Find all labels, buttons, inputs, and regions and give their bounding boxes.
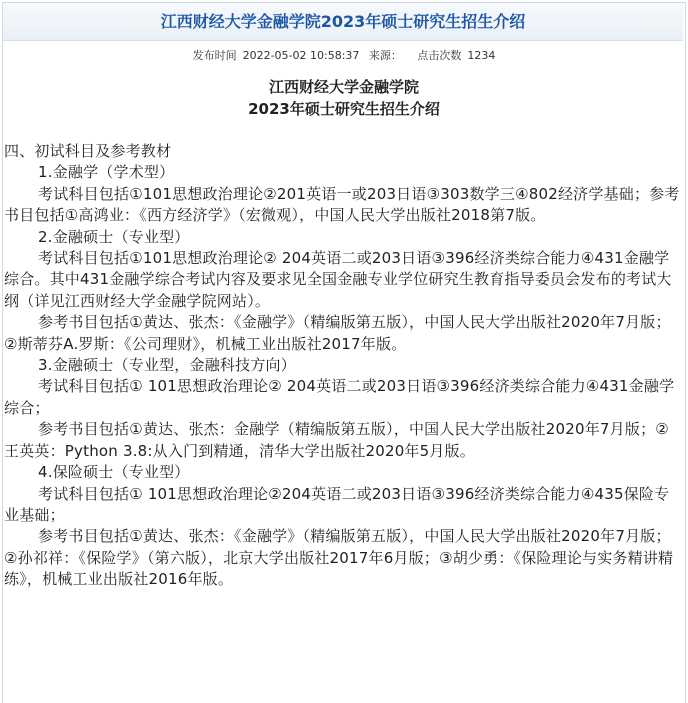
article-meta xyxy=(0,47,688,65)
article-body xyxy=(4,141,680,591)
paragraph-books-4: 参考书目包括①黄达、张杰：《金融学》（精编版第五版），中国人民大学出版社2020年7月版；②孙祁祥：《保险学》（第六版），北京大学出版社2017年6月版；③胡少勇：《保险理论与实务精讲精练》，机械工业出版社2016年版。 xyxy=(4,527,674,589)
subsection-heading-1: 1.金融学（学术型） xyxy=(38,163,175,182)
subsection-heading-3: 3.金融硕士（专业型，金融科技方向） xyxy=(38,356,296,375)
paragraph-books-3: 参考书目包括①黄达、张杰：金融学（精编版第五版），中国人民大学出版社2020年7月版；②王英英：Python 3.8:从入门到精通，清华大学出版社2020年5月版。 xyxy=(4,420,669,460)
document-title-line1: 江西财经大学金融学院 xyxy=(268,78,419,96)
title-bar xyxy=(3,3,683,41)
publish-label: 发布时间 xyxy=(192,49,237,62)
paragraph-exam-4: 考试科目包括① 101思想政治理论②204英语二或203日语③396经济类综合能力④435保险专业基础； xyxy=(4,484,670,524)
subsection-heading-4: 4.保险硕士（专业型） xyxy=(38,463,190,482)
clicks-label: 点击次数 xyxy=(417,49,462,62)
publish-time: 2022-05-02 10:58:37 xyxy=(242,49,360,62)
paragraph-exam-2: 考试科目包括①101思想政治理论② 204英语二或203日语③396经济类综合能力④431金融学综合。其中431金融学综合考试内容及要求见全国金融专业学位研究生教育指导委员会发布的考试大纲（详见江西财经大学金融学院网站）。 xyxy=(4,249,672,310)
paragraph-books-2: 参考书目包括①黄达、张杰：《金融学》（精编版第五版），中国人民大学出版社2020年7月版；②斯蒂芬A.罗斯：《公司理财》，机械工业出版社2017年版。 xyxy=(4,313,671,353)
paragraph-exam-3: 考试科目包括① 101思想政治理论② 204英语二或203日语③396经济类综合能力④431金融学综合； xyxy=(4,377,675,417)
paragraph-exam-1: 考试科目包括①101思想政治理论②201英语一或203日语③303数学三④802经济学基础；参考书目包括①高鸿业：《西方经济学》（宏微观），中国人民大学出版社2018第7版。 xyxy=(4,184,680,225)
document-title xyxy=(0,76,688,120)
subsection-heading-2: 2.金融硕士（专业型） xyxy=(38,227,190,246)
page-title: 江西财经大学金融学院2023年硕士研究生招生介绍 xyxy=(160,12,526,31)
source-label: 来源： xyxy=(368,49,402,62)
clicks-value: 1234 xyxy=(467,49,496,62)
section-heading: 四、初试科目及参考教材 xyxy=(4,142,172,160)
document-title-line2: 2023年硕士研究生招生介绍 xyxy=(248,100,440,118)
